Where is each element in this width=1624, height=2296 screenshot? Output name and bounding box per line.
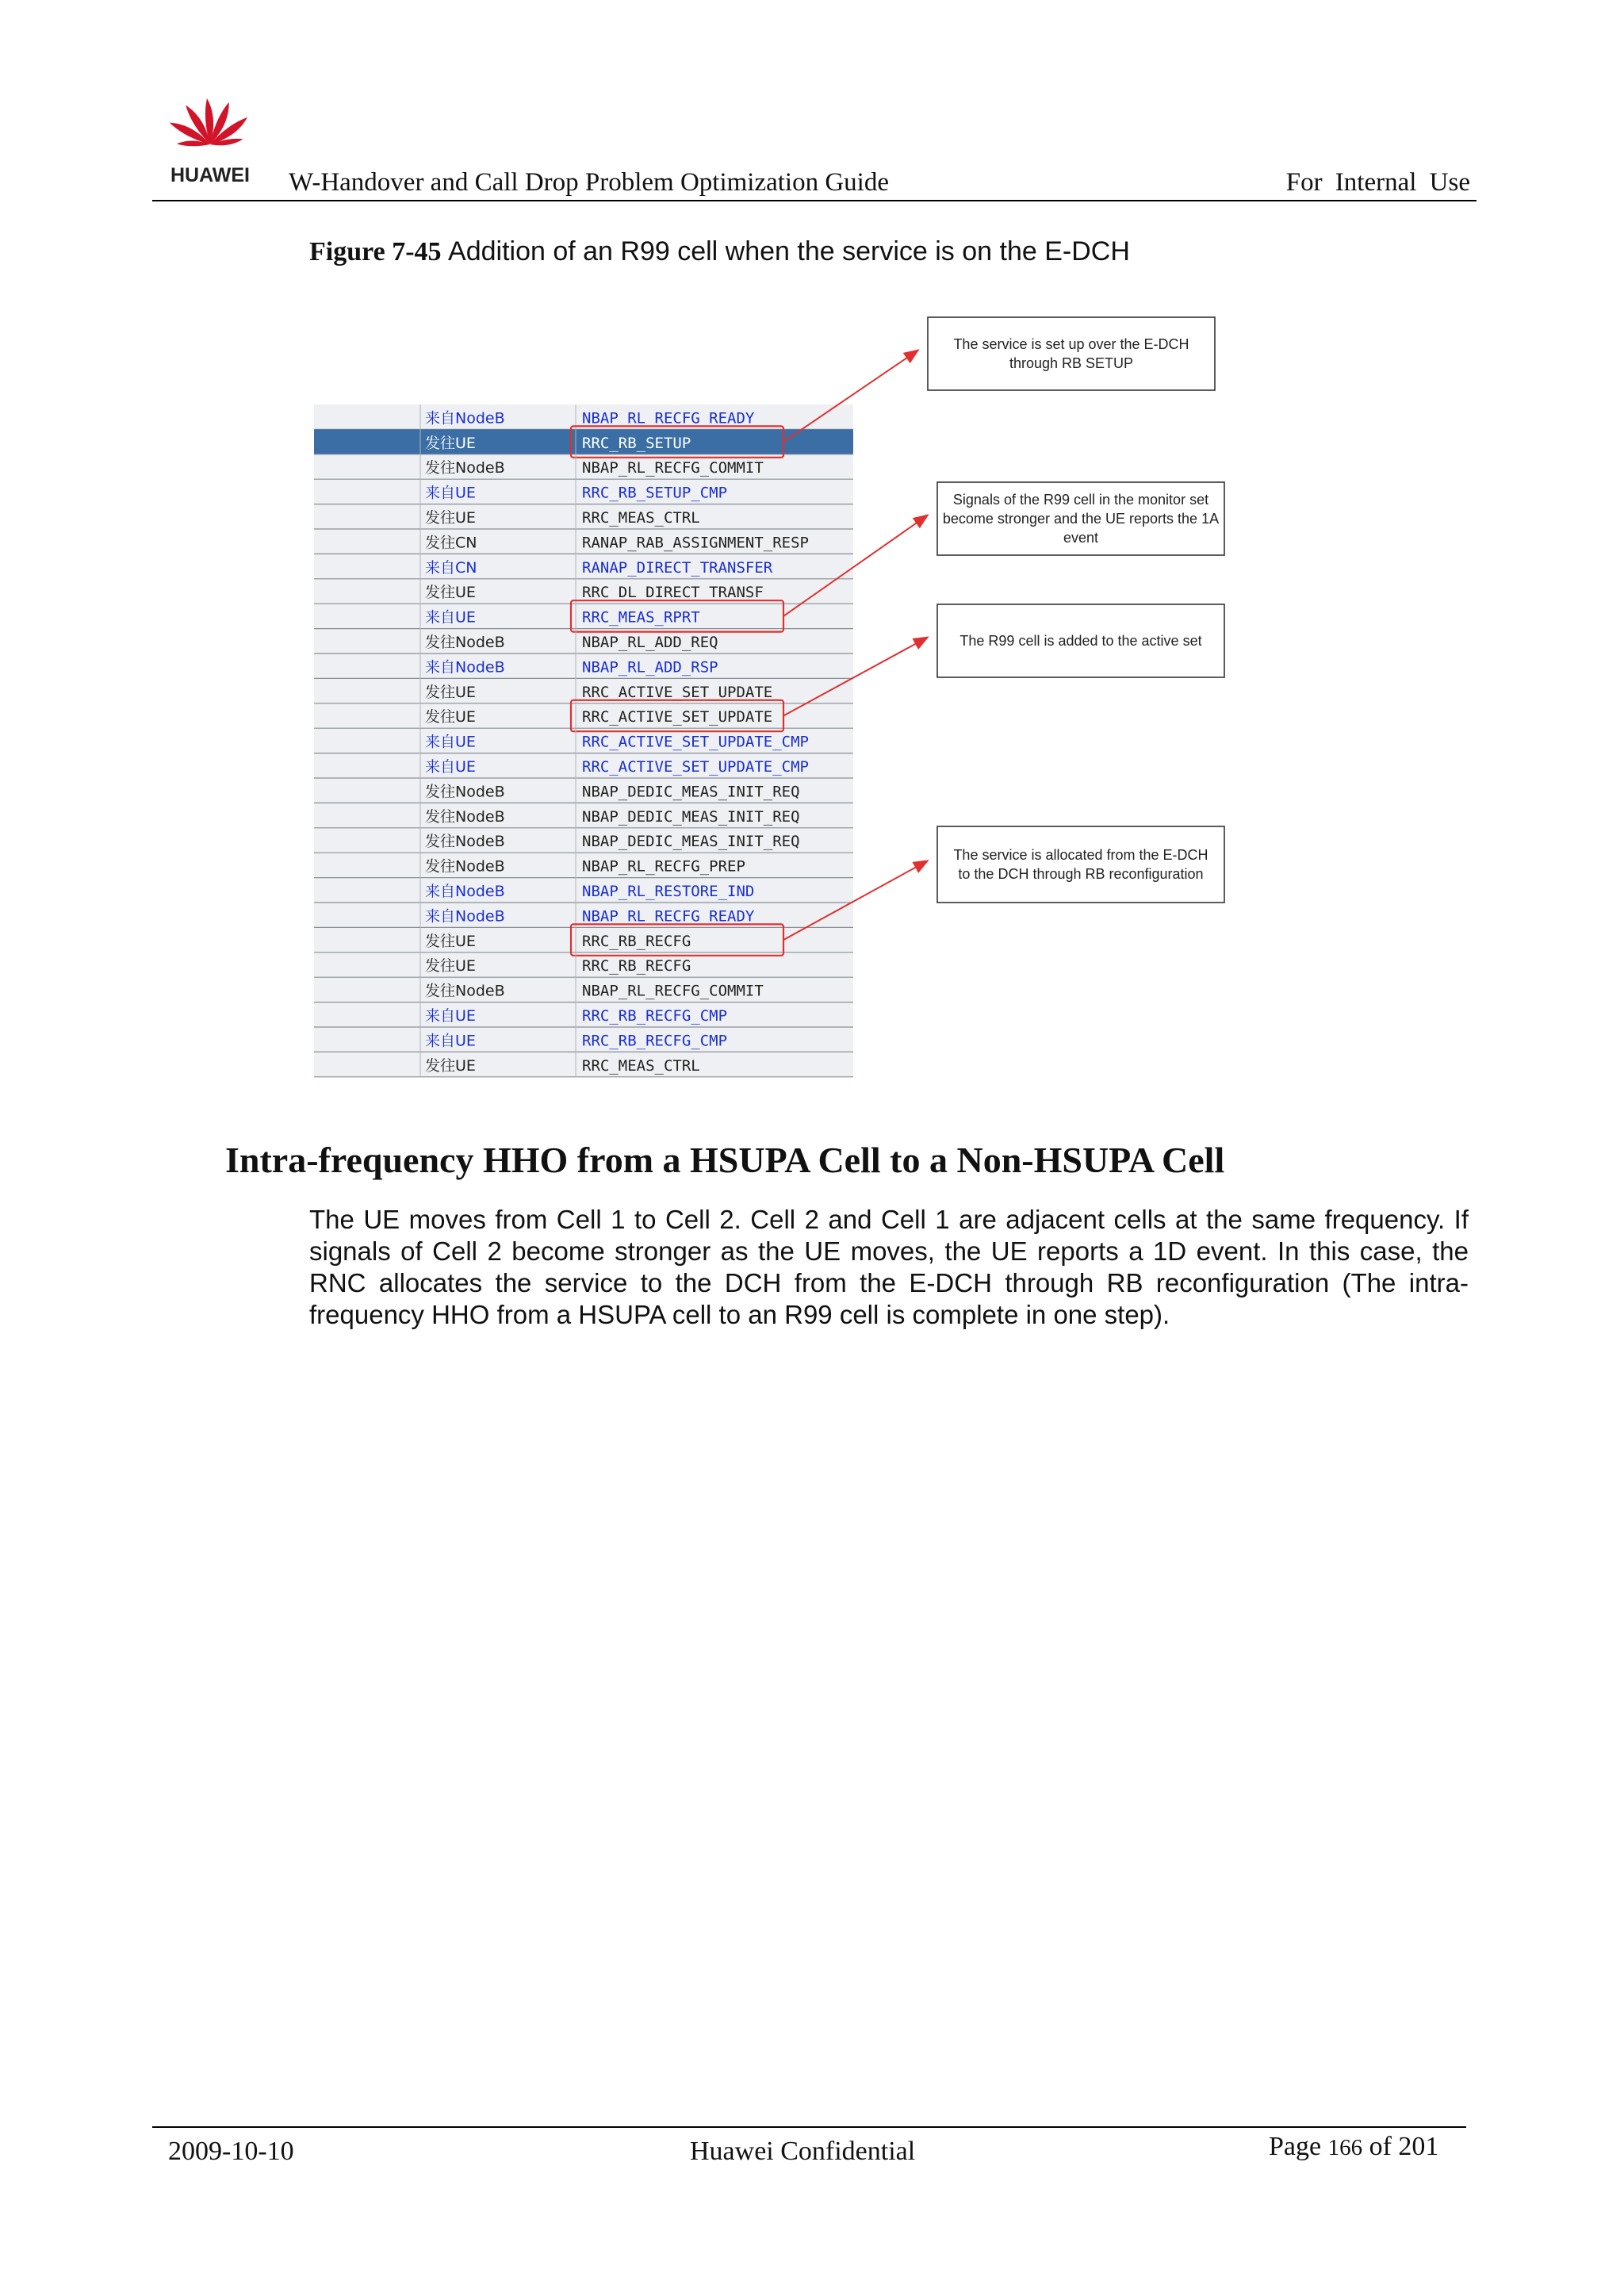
trace-message: RRC_RB_RECFG [582,932,691,950]
trace-direction: 来自UE [425,758,476,776]
trace-message: NBAP_RL_RECFG_READY [582,907,755,926]
logo-wordmark: HUAWEI [170,164,250,186]
page-of: of [1369,2132,1392,2161]
trace-direction: 发往UE [425,434,476,452]
trace-direction: 来自NodeB [425,907,505,926]
trace-direction: 发往UE [425,683,476,701]
trace-message: RRC_ACTIVE_SET_UPDATE_CMP [582,758,809,776]
trace-message: NBAP_RL_ADD_RSP [582,658,718,677]
trace-message: RRC_MEAS_CTRL [582,509,700,527]
figure-caption-label: Figure 7-45 [309,237,442,266]
header-divider [152,200,1477,201]
trace-message: RRC_RB_SETUP [582,434,691,452]
trace-message: NBAP_RL_RECFG_COMMIT [582,982,764,1000]
trace-message: RRC_RB_RECFG_CMP [582,1032,728,1050]
trace-message: NBAP_RL_RECFG_COMMIT [582,459,764,477]
document-title: W-Handover and Call Drop Problem Optimization Guide [289,168,890,197]
trace-message: NBAP_DEDIC_MEAS_INIT_REQ [582,807,800,826]
trace-message: NBAP_DEDIC_MEAS_INIT_REQ [582,783,800,801]
trace-message: RANAP_DIRECT_TRANSFER [582,558,773,577]
callout-text: through RB SETUP [1009,355,1134,371]
callout-text: event [1063,530,1099,546]
trace-direction: 发往UE [425,932,476,950]
trace-direction: 发往NodeB [425,857,505,876]
trace-message: RRC_RB_SETUP_CMP [582,484,728,502]
callout-text: The service is set up over the E-DCH [953,336,1189,352]
trace-message: RRC_MEAS_RPRT [582,608,700,627]
trace-direction: 来自CN [425,558,477,577]
trace-message: NBAP_RL_RESTORE_IND [582,883,755,900]
page-current: 166 [1327,2135,1363,2160]
callout-text: to the DCH through RB reconfiguration [958,866,1204,882]
callout-box [937,826,1224,903]
page-total: 201 [1398,2132,1439,2161]
callout-text: The service is allocated from the E-DCH [953,847,1208,863]
trace-message: NBAP_RL_RECFG_READY [582,409,755,427]
trace-message: NBAP_RL_RECFG_PREP [582,857,745,876]
trace-message: RRC_ACTIVE_SET_UPDATE_CMP [582,733,809,751]
trace-message: RRC_DL_DIRECT_TRANSF [582,584,764,602]
message-trace-table [314,404,853,1077]
trace-direction: 发往UE [425,1056,476,1075]
callout-text: The R99 cell is added to the active set [959,633,1202,649]
signaling-trace-figure [312,309,1232,1075]
trace-direction: 来自NodeB [425,409,505,427]
trace-message: NBAP_DEDIC_MEAS_INIT_REQ [582,833,800,851]
trace-direction: 发往NodeB [425,833,505,851]
trace-direction: 来自UE [425,608,476,627]
trace-direction: 发往UE [425,957,476,976]
trace-message: RRC_ACTIVE_SET_UPDATE [582,708,773,726]
callout-text: Signals of the R99 cell in the monitor set [952,492,1209,508]
page-prefix: Page [1269,2132,1322,2161]
trace-message: RRC_RB_RECFG [582,957,691,976]
trace-message: NBAP_RL_ADD_REQ [582,634,718,651]
trace-direction: 发往NodeB [425,634,505,651]
trace-direction: 发往UE [425,584,476,602]
callout-box [937,482,1224,555]
trace-message: RRC_ACTIVE_SET_UPDATE [582,683,773,701]
trace-direction: 来自UE [425,1032,476,1050]
trace-direction: 来自UE [425,1007,476,1025]
trace-direction: 来自UE [425,484,476,502]
trace-direction: 发往NodeB [425,807,505,826]
figure-caption [309,236,1130,267]
section-heading: Intra-frequency HHO from a HSUPA Cell to a Non-HSUPA Cell [225,1140,1225,1180]
footer-divider [152,2126,1466,2128]
trace-direction: 来自NodeB [425,883,505,900]
page-number [1269,2132,1438,2162]
callout-text: become stronger and the UE reports the 1A [942,511,1220,527]
trace-direction: 发往NodeB [425,459,505,477]
trace-direction: 发往CN [425,534,477,552]
trace-direction: 来自NodeB [425,658,505,677]
callout-box [928,317,1215,390]
figure-caption-text: Addition of an R99 cell when the service is on the E-DCH [448,236,1130,266]
footer-confidential: Huawei Confidential [690,2137,916,2166]
footer-date: 2009-10-10 [168,2137,294,2166]
trace-message: RANAP_RAB_ASSIGNMENT_RESP [582,534,809,552]
huawei-logo [157,82,264,190]
trace-direction: 发往UE [425,708,476,726]
trace-row[interactable] [314,426,853,457]
body-paragraph: The UE moves from Cell 1 to Cell 2. Cell 2 and Cell 1 are adjacent cells at the same frequency. If signals of Cell 2 become stronger as the UE moves, the UE reports a 1D event. In this case, the RNC allocates the service to the DCH from the E-DCH through RB reconfiguration (The intra-frequency HHO from a HSUPA cell to an R99 cell is complete in one step). [309,1205,1469,1329]
classification-label: For Internal Use [1285,168,1470,197]
trace-message: RRC_RB_RECFG_CMP [582,1007,728,1025]
callout-box [937,604,1224,677]
trace-direction: 发往NodeB [425,783,505,801]
trace-direction: 发往NodeB [425,982,505,1000]
trace-message: RRC_MEAS_CTRL [582,1056,700,1075]
trace-direction: 发往UE [425,509,476,527]
trace-direction: 来自UE [425,733,476,751]
